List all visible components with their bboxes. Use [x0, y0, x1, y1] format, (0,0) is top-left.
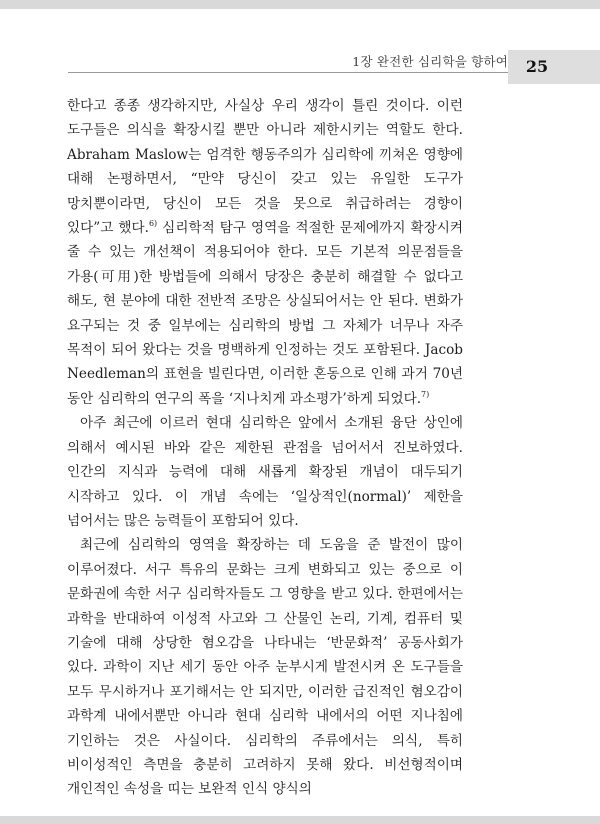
paragraph-text: 아주 최근에 이르러 현대 심리학은 앞에서 소개된 융단 상인에 의해서 예시된 바와 같은 제한된 관점을 넘어서서 진보하였다. 인간의 지식과 능력에 대해 새롭게 확장된 개념이 대두되기 시작하고 있다. 이 개념 속에는 ‘일상적인(normal)’ 제한을 넘어서는 많은 능력들이 포함되어 있다. [67, 415, 463, 529]
body-text [67, 94, 463, 802]
footnote-marker: 6) [148, 219, 158, 229]
paragraph [67, 94, 463, 411]
page-number: 25 [525, 57, 549, 76]
paragraph-text: 한다고 종종 생각하지만, 사실상 우리 생각이 틀린 것이다. 이런 도구들은 의식을 확장시킬 뿐만 아니라 제한시키는 역할도 한다. Abraham Maslow는 엄격한 행동주의가 심리학에 끼쳐온 영향에 대해 논평하면서, “만약 당신이 갖고 있는 유일한 도구가 망치뿐이라면, 당신이 모든 것을 못으로 취급하려는 경향이 있다”고 했다. [67, 98, 463, 237]
paragraph [67, 533, 463, 801]
bottom-edge-band [0, 816, 600, 824]
paragraph-text: 심리학적 탐구 영역을 적절한 문제에까지 확장시켜 줄 수 있는 개선책이 적용되어야 한다. 모든 기본적 의문점들을 가용(可用)한 방법들에 의해서 당장은 충분히 해결할 수 없다고 해도, 현 분야에 대한 전반적 조망은 상실되어서는 안 된다. 변화가 요구되는 것 중 일부에는 심리학의 방법 그 자체가 너무나 자주 목적이 되어 왔다는 것을 명백하게 인정하는 것도 포함된다. Jacob Needleman의 표현을 빌린다면, 이러한 혼동으로 인해 과거 70년 동안 심리학의 연구의 폭을 ‘지나치게 과소평가’하게 되었다. [67, 220, 463, 407]
page-number-tab [508, 50, 600, 84]
header-rule [68, 72, 508, 73]
paragraph [67, 411, 463, 533]
paragraph-text: 최근에 심리학의 영역을 확장하는 데 도움을 준 발전이 많이 이루어졌다. 서구 특유의 문화는 크게 변화되고 있는 중으로 이 문화권에 속한 서구 심리학자들도 그 영향을 받고 있다. 한편에서는 과학을 반대하여 이성적 사고와 그 산물인 논리, 기계, 컴퓨터 및 기술에 대해 상당한 혐오감을 나타내는 ‘반문화적’ 공동사회가 있다. 과학이 지난 세기 동안 아주 눈부시게 발전시켜 온 도구들을 모두 무시하거나 포기해서는 안 되지만, 이러한 급진적인 혐오감이 과학계 내에서뿐만 아니라 현대 심리학 내에서의 어떤 지나침에 기인하는 것은 사실이다. 심리학의 주류에서는 의식, 특히 비이성적인 측면을 충분히 고려하지 못해 왔다. 비선형적이며 개인적인 속성을 띠는 보완적 인식 양식의 [67, 537, 463, 798]
top-edge-band [0, 0, 600, 9]
footnote-marker: 7) [421, 389, 430, 399]
running-head: 1장 완전한 심리학을 향하여 [352, 54, 508, 69]
